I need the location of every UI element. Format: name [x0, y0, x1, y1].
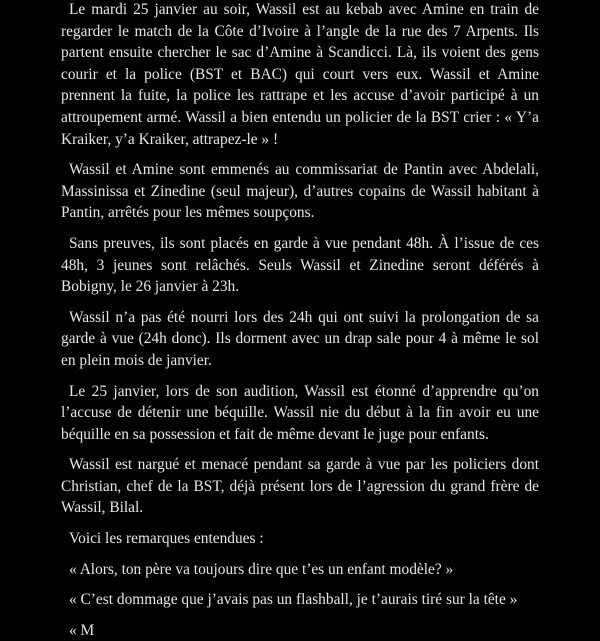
paragraph-remarks-intro: Voici les remarques entendues : — [69, 530, 264, 548]
paragraph-arrest-account: Le mardi 25 janvier au soir, Wassil est au kebab avec Amine en train de regarder le match de la Côte d’Ivoire à l’angle de la rue des 7 Arpents. Ils partent ensuite chercher le sac d’Amine à Scandicci. Là, ils voient des gens courir et la police (BST et BAC) qui court vers eux. Wassil et Amine prennent la fuite, la police les rattrape et les accuse d’avoir participé à un attroupement armé. Wassil a bien entendu un policier de la BST crier : « Y’a Kraiker, y’a Kraiker, attrapez-le » ! — [61, 1, 539, 148]
quote-remark-1: « Alors, ton père va toujours dire que t’es un enfant modèle? » — [69, 560, 454, 578]
paragraph-garde-a-vue: Sans preuves, ils sont placés en garde à vue pendant 48h. À l’issue de ces 48h, 3 jeunes sont relâchés. Seuls Wassil et Zinedine seront déférés à Bobigny, le 26 janvier à 23h. — [61, 234, 539, 296]
quote-remark-2: « C’est dommage que j’avais pas un flashball, je t’aurais tiré sur la tête » — [69, 591, 518, 609]
document-text — [61, 0, 539, 641]
quote-remark-3-partial: « M — [69, 621, 95, 639]
paragraph-threats: Wassil est nargué et menacé pendant sa garde à vue par les policiers dont Christian, chef de la BST, déjà présent lors de l’agression du grand frère de Wassil, Bilal. — [61, 456, 539, 517]
paragraph-conditions: Wassil n’a pas été nourri lors des 24h qui ont suivi la prolongation de sa garde à vue (24h donc). Ils dorment avec un drap sale pour 4 à même le sol en plein mois de janvier. — [61, 308, 539, 369]
paragraph-audition: Le 25 janvier, lors de son audition, Wassil est étonné d’apprendre qu’on l’accuse de détenir une béquille. Wassil nie du début à la fin avoir eu une béquille en sa possession et fait de même devant le juge pour enfants. — [61, 382, 539, 443]
paragraph-commissariat: Wassil et Amine sont emmenés au commissariat de Pantin avec Abdelali, Massinissa et Zinedine (seul majeur), d’autres copains de Wassil habitant à Pantin, arrêtés pour les mêmes soupçons. — [61, 161, 539, 222]
